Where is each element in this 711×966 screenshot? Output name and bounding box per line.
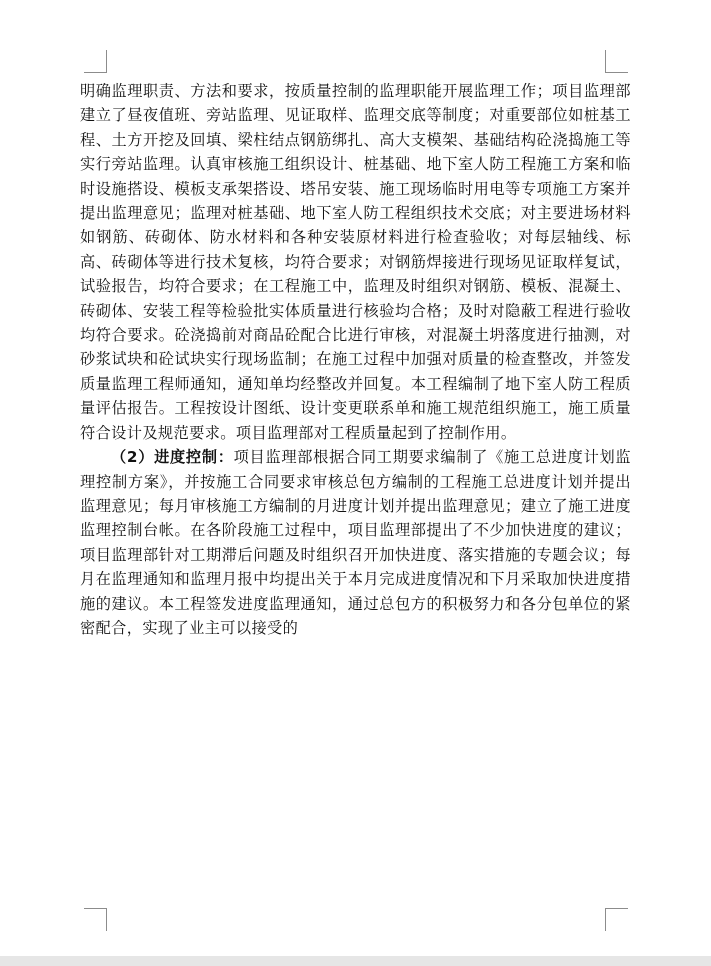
document-body	[80, 79, 631, 640]
paragraph-progress-control	[80, 445, 631, 640]
crop-mark-top-right	[605, 50, 628, 73]
paragraph-progress-control-text: 项目监理部根据合同工期要求编制了《施工总进度计划监理控制方案》，并按施工合同要求审核总包方编制的工程施工总进度计划并提出监理意见；每月审核施工方编制的月进度计划并提出监理意见；建立了施工进度监理控制台帐。在各阶段施工过程中，项目监理部提出了不少加快进度的建议；项目监理部针对工期滞后问题及时组织召开加快进度、落实措施的专题会议；每月在监理通知和监理月报中均提出关于本月完成进度情况和下月采取加快进度措施的建议。本工程签发进度监理通知，通过总包方的积极努力和各分包单位的紧密配合，实现了业主可以接受的	[80, 448, 631, 637]
page-gap	[0, 956, 711, 966]
crop-mark-bottom-left	[84, 908, 107, 931]
paragraph-quality-control: 明确监理职责、方法和要求，按质量控制的监理职能开展监理工作；项目监理部建立了昼夜值班、旁站监理、见证取样、监理交底等制度；对重要部位如桩基工程、土方开挖及回填、梁柱结点钢筋绑扎、高大支模架、基础结构砼浇捣施工等实行旁站监理。认真审核施工组织设计、桩基础、地下室人防工程施工方案和临时设施搭设、模板支承架搭设、塔吊安装、施工现场临时用电等专项施工方案并提出监理意见；监理对桩基础、地下室人防工程组织技术交底；对主要进场材料如钢筋、砖砌体、防水材料和各种安装原材料进行检查验收；对每层轴线、标高、砖砌体等进行技术复核，均符合要求；对钢筋焊接进行现场见证取样复试，试验报告，均符合要求；在工程施工中，监理及时组织对钢筋、模板、混凝土、砖砌体、安装工程等检验批实体质量进行核验均合格；及时对隐蔽工程进行验收均符合要求。砼浇捣前对商品砼配合比进行审核，对混凝土坍落度进行抽测，对砂浆试块和砼试块实行现场监制；在施工过程中加强对质量的检查整改，并签发质量监理工程师通知，通知单均经整改并回复。本工程编制了地下室人防工程质量评估报告。工程按设计图纸、设计变更联系单和施工规范组织施工，施工质量符合设计及规范要求。项目监理部对工程质量起到了控制作用。	[80, 82, 631, 442]
crop-mark-bottom-right	[605, 908, 628, 931]
section-heading-progress-control: （2）进度控制：	[111, 448, 234, 467]
crop-mark-top-left	[84, 50, 107, 73]
